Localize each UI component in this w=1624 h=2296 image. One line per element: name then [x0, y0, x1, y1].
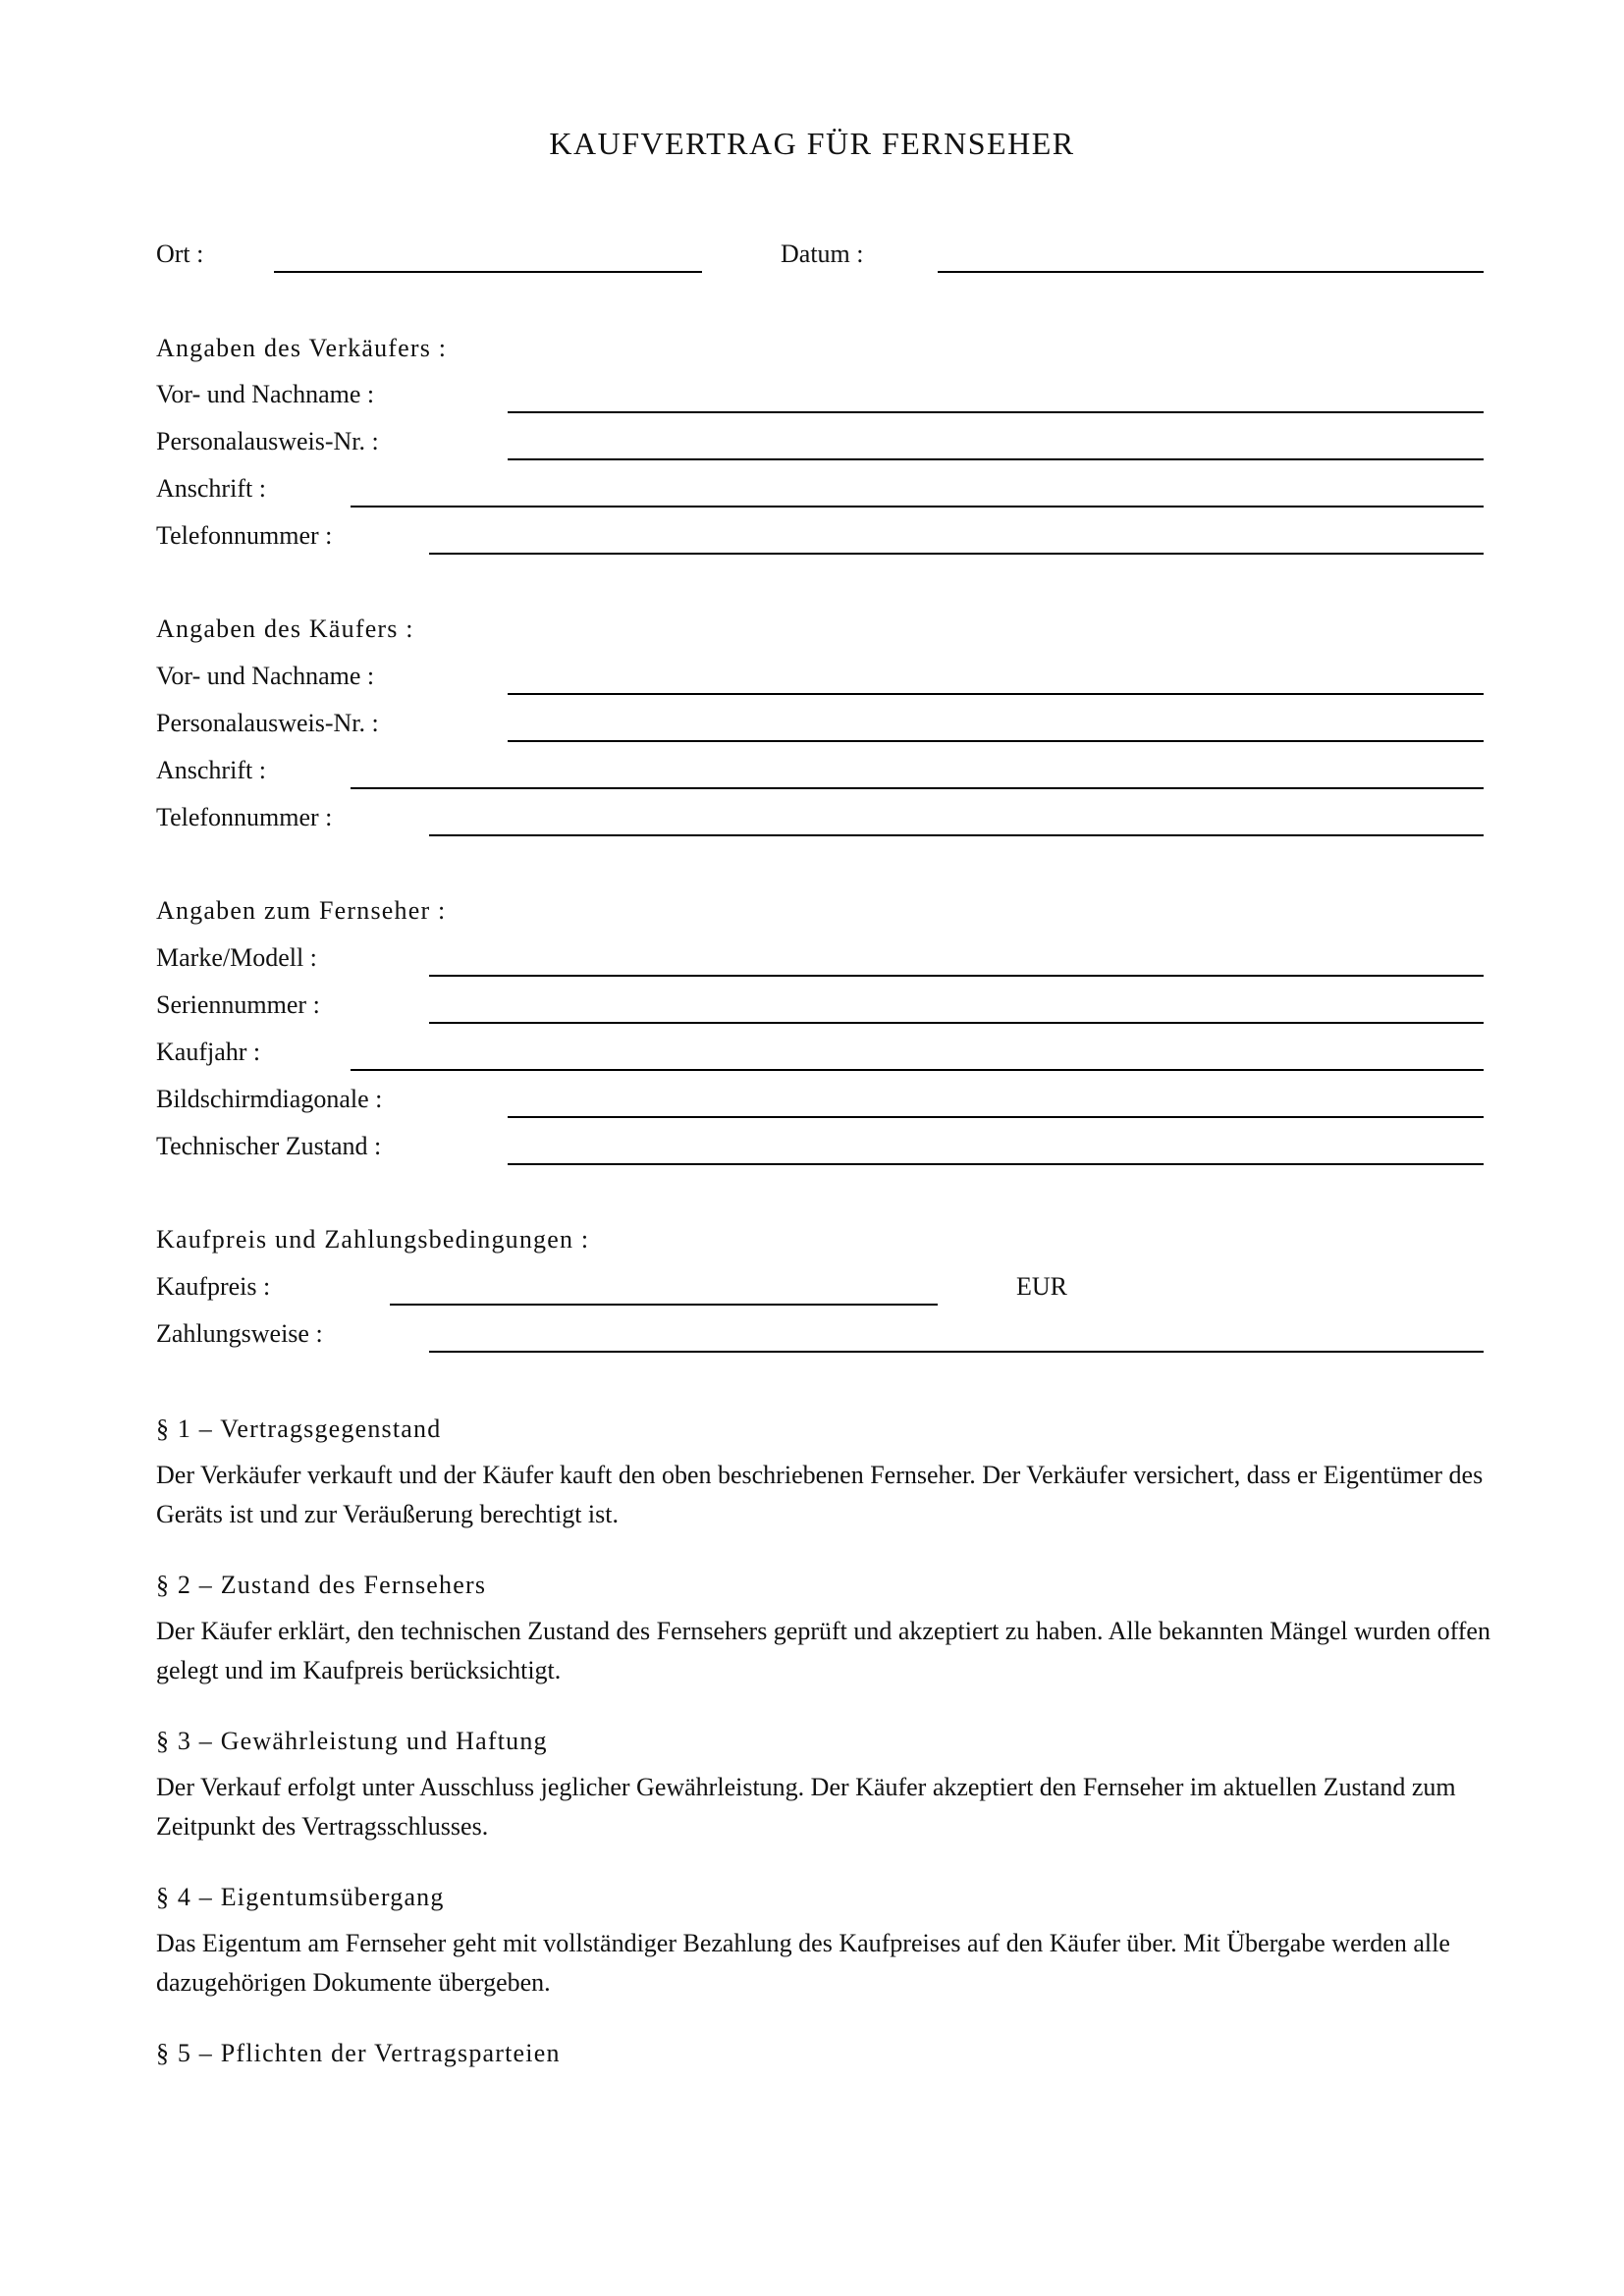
buyer-phone-label: Telefonnummer : [156, 803, 333, 831]
tv-condition-label: Technischer Zustand : [156, 1132, 382, 1160]
tv-model-label: Marke/Modell : [156, 943, 317, 972]
buyer-heading: Angaben des Käufers : [156, 614, 414, 643]
currency-label: EUR [1016, 1272, 1067, 1301]
ort-label: Ort : [156, 240, 204, 268]
buyer-name-field[interactable] [508, 693, 1484, 695]
buyer-id-label: Personalausweis-Nr. : [156, 709, 379, 737]
datum-field[interactable] [938, 271, 1484, 273]
datum-label: Datum : [781, 240, 864, 268]
document-title: KAUFVERTRAG FÜR FERNSEHER [549, 126, 1075, 161]
ort-field[interactable] [274, 271, 702, 273]
tv-heading: Angaben zum Fernseher : [156, 896, 447, 925]
seller-phone-label: Telefonnummer : [156, 521, 333, 550]
payment-heading: Kaufpreis und Zahlungsbedingungen : [156, 1225, 590, 1254]
seller-name-label: Vor- und Nachname : [156, 380, 375, 408]
section-2-heading: § 2 – Zustand des Fernsehers [156, 1571, 487, 1599]
seller-address-label: Anschrift : [156, 474, 266, 503]
price-field[interactable] [390, 1304, 938, 1306]
seller-phone-field[interactable] [429, 553, 1484, 555]
section-5-heading: § 5 – Pflichten der Vertragsparteien [156, 2039, 561, 2067]
tv-serial-field[interactable] [429, 1022, 1484, 1024]
section-3-text: Der Verkauf erfolgt unter Ausschluss jeglicher Gewährleistung. Der Käufer akzeptiert den Fernseher im aktuellen Zustand zum Zeitpunkt des Vertragsschlusses. [156, 1773, 1456, 1841]
section-4-heading: § 4 – Eigentumsübergang [156, 1883, 445, 1911]
buyer-phone-field[interactable] [429, 834, 1484, 836]
tv-serial-label: Seriennummer : [156, 990, 320, 1019]
price-label: Kaufpreis : [156, 1272, 271, 1301]
seller-name-field[interactable] [508, 411, 1484, 413]
buyer-address-label: Anschrift : [156, 756, 266, 784]
tv-year-label: Kaufjahr : [156, 1038, 261, 1066]
seller-id-label: Personalausweis-Nr. : [156, 427, 379, 455]
buyer-address-field[interactable] [351, 787, 1484, 789]
section-4-text: Das Eigentum am Fernseher geht mit vollständiger Bezahlung des Kaufpreises auf den Käufer über. Mit Übergabe werden alle dazugehörigen Dokumente übergeben. [156, 1929, 1450, 1997]
seller-address-field[interactable] [351, 506, 1484, 507]
section-3-heading: § 3 – Gewährleistung und Haftung [156, 1727, 548, 1755]
payment-method-label: Zahlungsweise : [156, 1319, 323, 1348]
tv-diagonal-field[interactable] [508, 1116, 1484, 1118]
tv-diagonal-label: Bildschirmdiagonale : [156, 1085, 383, 1113]
tv-condition-field[interactable] [508, 1163, 1484, 1165]
buyer-id-field[interactable] [508, 740, 1484, 742]
payment-method-field[interactable] [429, 1351, 1484, 1353]
section-1-heading: § 1 – Vertragsgegenstand [156, 1415, 442, 1443]
seller-heading: Angaben des Verkäufers : [156, 334, 448, 362]
tv-model-field[interactable] [429, 975, 1484, 977]
section-1-text: Der Verkäufer verkauft und der Käufer kauft den oben beschriebenen Fernseher. Der Verkäufer versichert, dass er Eigentümer des Geräts ist und zur Veräußerung berechtigt ist. [156, 1461, 1484, 1528]
tv-year-field[interactable] [351, 1069, 1484, 1071]
section-2-text: Der Käufer erklärt, den technischen Zustand des Fernsehers geprüft und akzeptiert zu haben. Alle bekannten Mängel wurden offen gelegt und im Kaufpreis berücksichtigt. [156, 1617, 1490, 1684]
buyer-name-label: Vor- und Nachname : [156, 662, 375, 690]
seller-id-field[interactable] [508, 458, 1484, 460]
